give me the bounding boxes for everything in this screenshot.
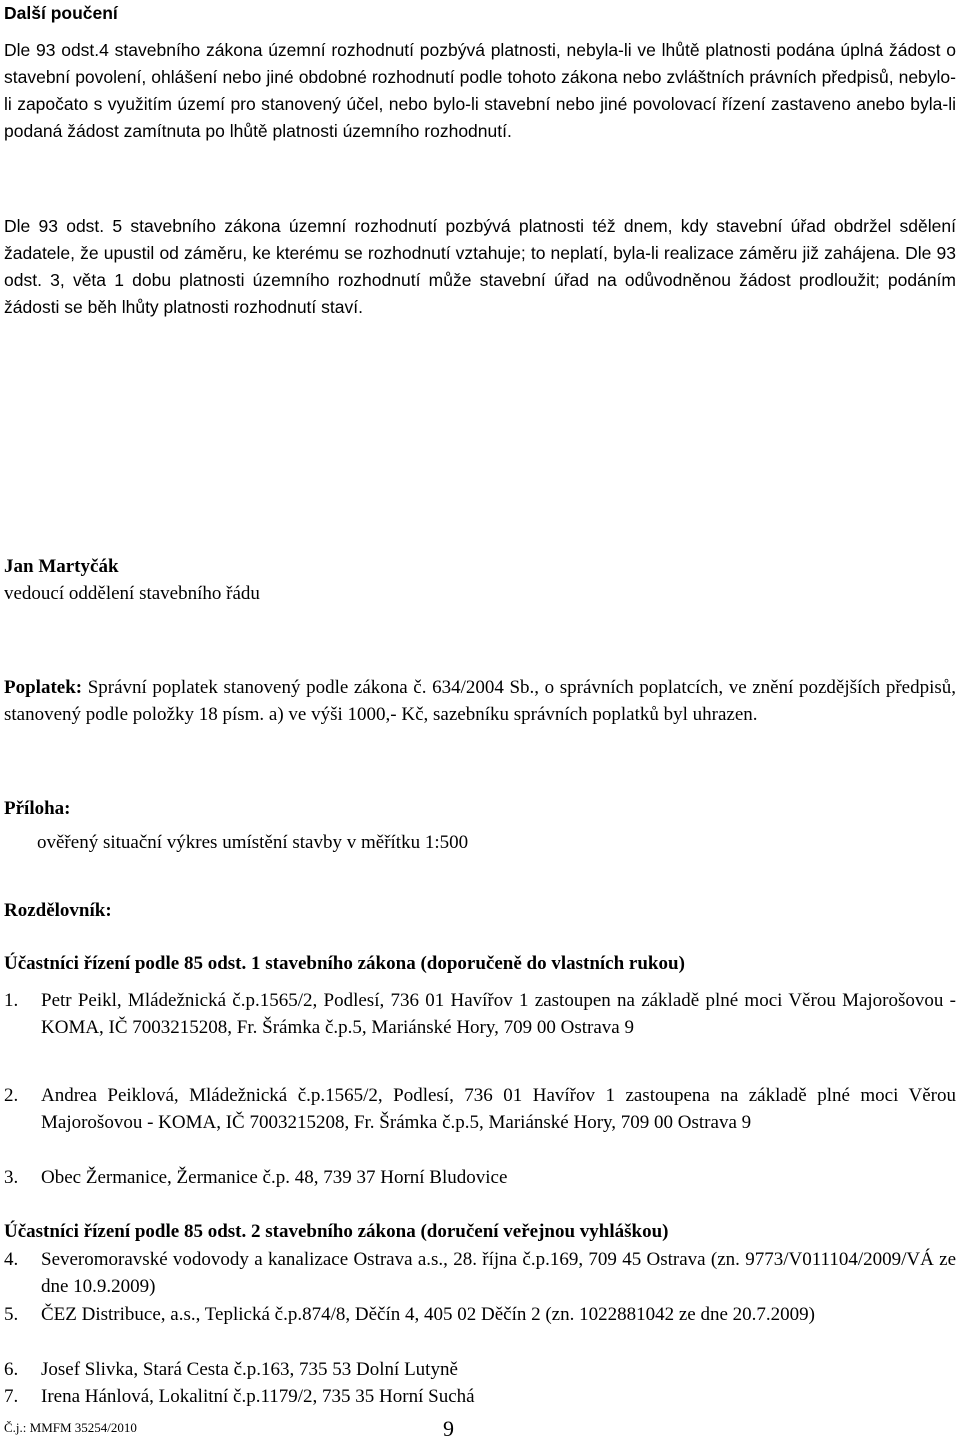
- fee-text: Správní poplatek stanovený podle zákona č. 634/2004 Sb., o správních poplatcích, ve znění pozdějších předpisů, stanovený podle položky 18 písm. a) ve výši 1000,- Kč, sazebníku správních poplatků byl uhrazen.: [4, 677, 957, 725]
- section-heading: Další poučení: [4, 3, 118, 23]
- paragraph-expiry: Dle 93 odst. 5 stavebního zákona územní rozhodnutí pozbývá platnosti též dnem, kdy stavební úřad obdržel sdělení žadatele, že upustil od záměru, ke kterému se rozhodnutí vztahuje; to neplatí, byla-li realizace záměru již zahájena. Dle 93 odst. 3, věta 1 dobu platnosti územního rozhodnutí může stavební úřad na odůvodněnou žádost prodloužit; podáním žádosti se běh lhůty platnosti rozhodnutí staví.: [4, 216, 956, 317]
- list-item-number: 7.: [4, 1386, 19, 1407]
- list-item-text: ČEZ Distribuce, a.s., Teplická č.p.874/8, Děčín 4, 405 02 Děčín 2 (zn. 1022881042 ze dne 20.7.2009): [41, 1304, 815, 1325]
- list-item-text: Irena Hánlová, Lokalitní č.p.1179/2, 735 35 Horní Suchá: [41, 1386, 475, 1407]
- list-item-number: 4.: [4, 1249, 19, 1270]
- fee-paragraph: [4, 674, 956, 728]
- list-item-number: 6.: [4, 1359, 19, 1380]
- list-item-text: Severomoravské vodovody a kanalizace Ostrava a.s., 28. října č.p.169, 709 45 Ostrava (zn. 9773/V011104/2009/VÁ ze dne 10.9.2009): [41, 1249, 956, 1297]
- list-item-number: 1.: [4, 990, 19, 1011]
- paragraph-validity-body: 4 stavebního zákona územní rozhodnutí pozbývá platnosti, nebyla-li ve lhůtě platnosti podána úplná žádost o stavební povolení, ohlášení nebo jiné obdobné rozhodnutí podle tohoto zákona nebo zvláštních právních předpisů, nebylo-li započato s využitím území pro stanovený účel, nebo bylo-li stavební nebo jiné povolovací řízení zastaveno anebo byla-li podaná žádost zamítnuta po lhůtě platnosti územního rozhodnutí.: [4, 40, 957, 141]
- distribution-label: Rozdělovník:: [4, 900, 112, 921]
- file-reference: Č.j.: MMFM 35254/2010: [4, 1420, 137, 1435]
- list-item-text: Josef Slivka, Stará Cesta č.p.163, 735 53 Dolní Lutyně: [41, 1359, 458, 1380]
- list-item-text: Andrea Peiklová, Mládežnická č.p.1565/2, Podlesí, 736 01 Havířov 1 zastoupena na základě plné moci Věrou Majorošovou - KOMA, IČ 7003215208, Fr. Šrámka č.p.5, Mariánské Hory, 709 00 Ostrava 9: [41, 1085, 956, 1133]
- signatory-name: Jan Martyčák: [4, 556, 119, 577]
- paragraph-validity: [4, 37, 956, 145]
- paragraph-validity-lead: Dle 93 odst.: [4, 40, 100, 60]
- page-number: 9: [443, 1416, 454, 1441]
- group2-heading: Účastníci řízení podle 85 odst. 2 stavebního zákona (doručení veřejnou vyhláškou): [4, 1221, 669, 1242]
- list-item-text: Petr Peikl, Mládežnická č.p.1565/2, Podlesí, 736 01 Havířov 1 zastoupen na základě plné moci Věrou Majorošovou - KOMA, IČ 7003215208, Fr. Šrámka č.p.5, Mariánské Hory, 709 00 Ostrava 9: [41, 990, 956, 1038]
- attachment-label: Příloha:: [4, 798, 71, 819]
- fee-label: Poplatek:: [4, 677, 83, 698]
- signatory-role: vedoucí oddělení stavebního řádu: [4, 583, 260, 604]
- list-item-number: 5.: [4, 1304, 19, 1325]
- list-item-number: 2.: [4, 1085, 19, 1106]
- attachment-text: ověřený situační výkres umístění stavby v měřítku 1:500: [37, 832, 469, 853]
- list-item-text: Obec Žermanice, Žermanice č.p. 48, 739 37 Horní Bludovice: [41, 1167, 508, 1188]
- list-item-number: 3.: [4, 1167, 19, 1188]
- group1-heading: Účastníci řízení podle 85 odst. 1 stavebního zákona (doporučeně do vlastních rukou): [4, 953, 685, 974]
